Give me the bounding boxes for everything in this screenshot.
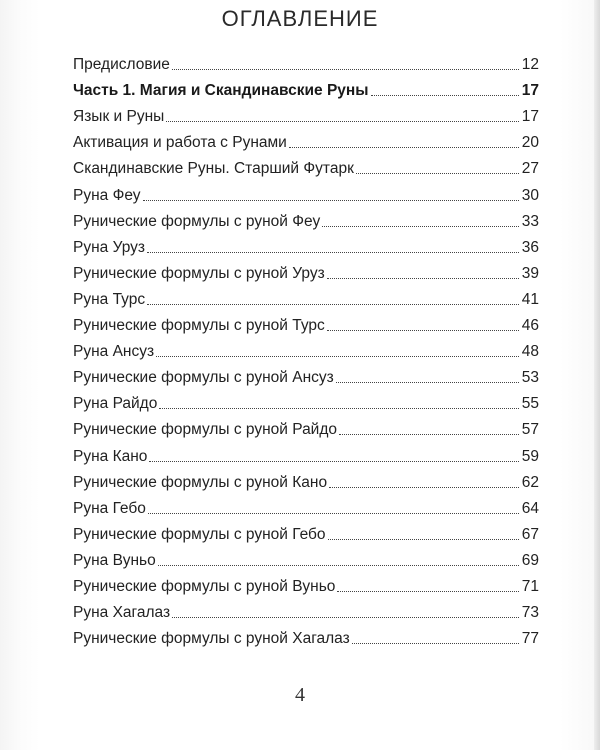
toc-entry-page: 69 (521, 551, 539, 569)
toc-entry-label: Руна Вуньо (73, 551, 156, 569)
toc-entry (73, 544, 539, 570)
toc-entry-page: 30 (521, 186, 539, 204)
toc-entry-label: Руна Хагалаз (73, 604, 171, 622)
toc-entry-label: Рунические формулы с руной Уруз (73, 264, 325, 282)
toc-entry-page: 57 (521, 421, 539, 439)
page-edge-shadow (594, 0, 600, 750)
toc-entry (73, 361, 539, 387)
dot-leader (147, 252, 519, 253)
page-title: ОГЛАВЛЕНИЕ (221, 6, 379, 31)
toc-entry (73, 152, 539, 178)
toc-entry-page: 67 (521, 525, 539, 543)
toc-entry (73, 231, 539, 257)
dot-leader (172, 617, 519, 618)
toc-entry (73, 387, 539, 413)
dot-leader (356, 173, 519, 174)
page-number: 4 (295, 684, 305, 706)
toc-entry-page: 53 (521, 369, 539, 387)
toc-entry-label: Руна Турс (73, 290, 146, 308)
dot-leader (143, 200, 519, 201)
toc-entry-label: Руна Гебо (73, 499, 146, 517)
toc-entry-label: Язык и Руны (73, 108, 165, 126)
toc-entry-page: 48 (521, 343, 539, 361)
toc-entry-label: Руна Феу (73, 186, 141, 204)
toc-entry-label: Предисловие (73, 56, 170, 74)
dot-leader (148, 513, 519, 514)
toc-entry (73, 622, 539, 648)
toc-entry (73, 205, 539, 231)
toc-entry-label: Рунические формулы с руной Турс (73, 317, 325, 335)
toc-entry (73, 48, 539, 74)
toc-entry-page: 77 (521, 630, 539, 648)
toc-entry-page: 71 (521, 577, 539, 595)
toc-entry-label: Рунические формулы с руной Райдо (73, 421, 338, 439)
dot-leader (327, 278, 519, 279)
toc-entry (73, 126, 539, 152)
toc-entry (73, 178, 539, 204)
toc-entry-page: 36 (521, 238, 539, 256)
toc-entry (73, 309, 539, 335)
dot-leader (322, 226, 519, 227)
toc-entry-label: Руна Уруз (73, 238, 146, 256)
dot-leader (158, 565, 519, 566)
toc-entry (73, 100, 539, 126)
toc-entry (73, 413, 539, 439)
toc-entry-page: 12 (521, 56, 539, 74)
toc-entry (73, 439, 539, 465)
dot-leader (166, 121, 518, 122)
dot-leader (329, 487, 519, 488)
dot-leader (328, 539, 519, 540)
toc-entry-page: 17 (521, 108, 539, 126)
toc-entry-label: Рунические формулы с руной Кано (73, 473, 328, 491)
toc-entry-label: Рунические формулы с руной Гебо (73, 525, 326, 543)
toc-entry-label: Руна Ансуз (73, 343, 155, 361)
toc-entry (73, 74, 539, 100)
dot-leader (149, 461, 518, 462)
toc-entry-page: 59 (521, 447, 539, 465)
toc-entry-page: 17 (521, 82, 539, 100)
toc-entry-label: Активация и работа с Рунами (73, 134, 287, 152)
dot-leader (289, 147, 519, 148)
toc-entry-page: 39 (521, 264, 539, 282)
dot-leader (336, 382, 519, 383)
toc-entry-page: 33 (521, 212, 539, 230)
toc-entry-page: 20 (521, 134, 539, 152)
dot-leader (327, 330, 519, 331)
toc-entry-label: Руна Кано (73, 447, 148, 465)
toc-entry (73, 335, 539, 361)
toc-entry-label: Рунические формулы с руной Вуньо (73, 577, 336, 595)
toc-entry-label: Рунические формулы с руной Хагалаз (73, 630, 350, 648)
dot-leader (337, 591, 518, 592)
toc-entry (73, 283, 539, 309)
toc-entry-page: 73 (521, 604, 539, 622)
dot-leader (159, 408, 518, 409)
toc-entry (73, 518, 539, 544)
toc-entry-page: 55 (521, 395, 539, 413)
toc-entry (73, 492, 539, 518)
toc-entry-label: Рунические формулы с руной Феу (73, 212, 321, 230)
toc-entry-page: 62 (521, 473, 539, 491)
dot-leader (156, 356, 519, 357)
toc-entry-label: Часть 1. Магия и Скандинавские Руны (73, 82, 369, 100)
dot-leader (147, 304, 519, 305)
toc-entry (73, 570, 539, 596)
toc-entry-page: 64 (521, 499, 539, 517)
table-of-contents (73, 48, 539, 648)
toc-entry-label: Руна Райдо (73, 395, 158, 413)
toc-entry-page: 46 (521, 317, 539, 335)
toc-entry (73, 257, 539, 283)
toc-entry-label: Рунические формулы с руной Ансуз (73, 369, 334, 387)
toc-entry-label: Скандинавские Руны. Старший Футарк (73, 160, 354, 178)
toc-entry-page: 41 (521, 290, 539, 308)
toc-entry (73, 596, 539, 622)
dot-leader (172, 69, 519, 70)
toc-entry (73, 466, 539, 492)
dot-leader (371, 95, 519, 96)
toc-entry-page: 27 (521, 160, 539, 178)
dot-leader (339, 434, 519, 435)
dot-leader (352, 643, 519, 644)
